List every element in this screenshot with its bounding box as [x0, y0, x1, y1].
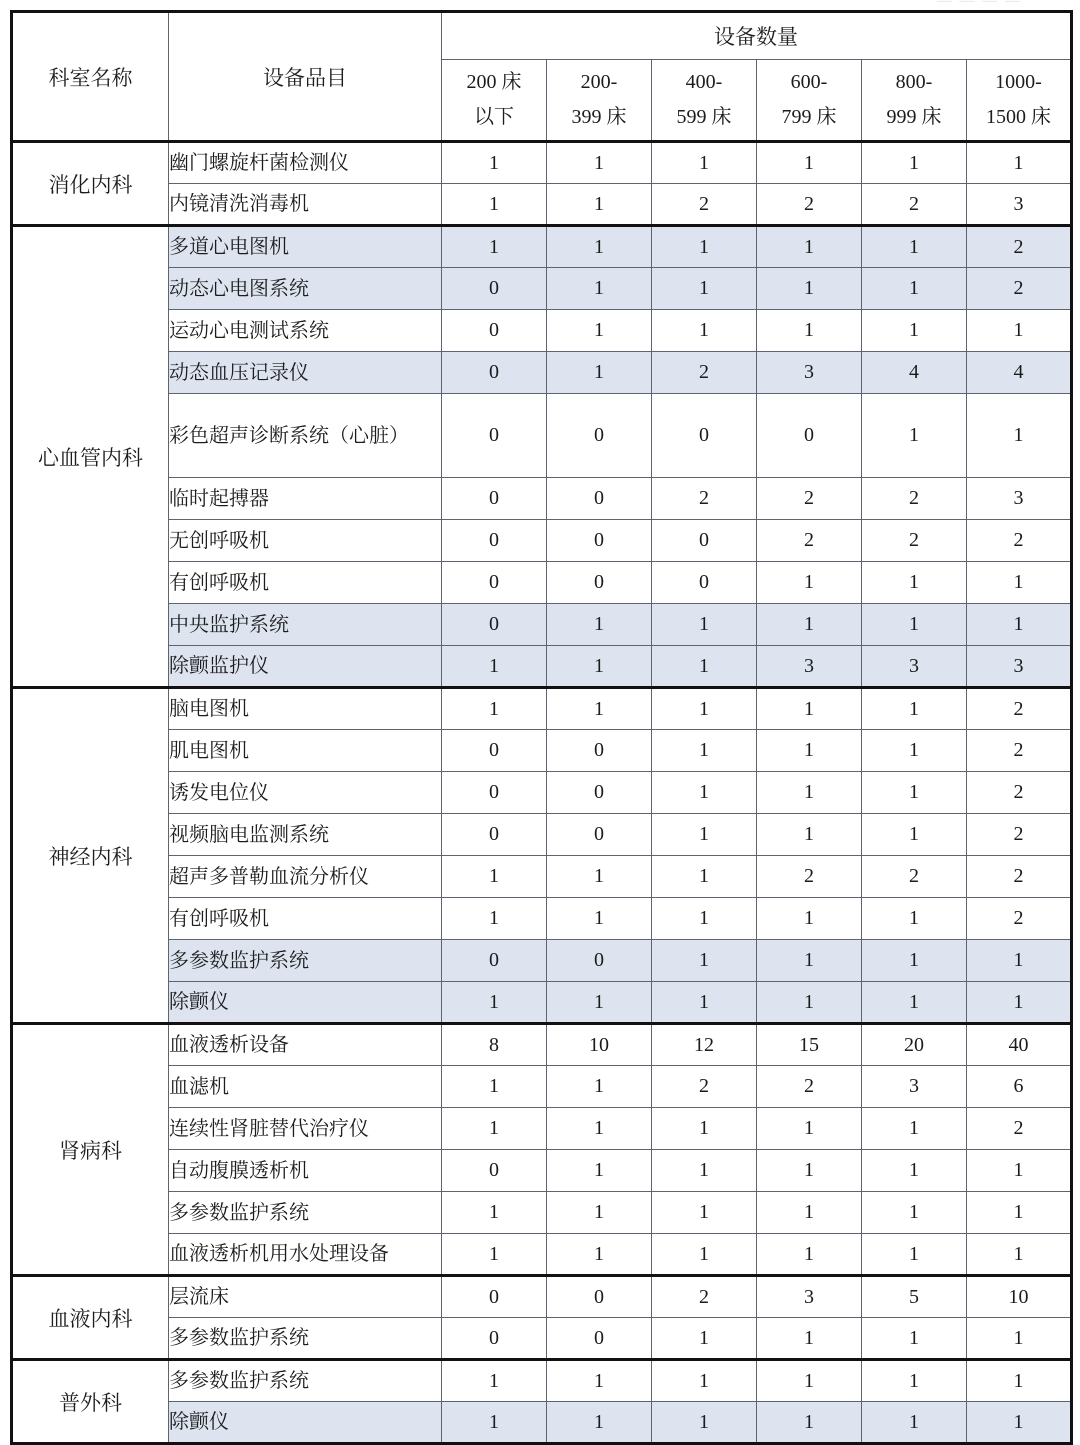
- quantity-cell: 1: [862, 1108, 967, 1150]
- quantity-cell: 2: [757, 478, 862, 520]
- column-header-beds-5: [967, 60, 1072, 142]
- quantity-cell: 1: [442, 226, 547, 268]
- quantity-cell: 3: [757, 1276, 862, 1318]
- quantity-cell: 12: [652, 1024, 757, 1066]
- equipment-item-cell: 内镜清洗消毒机: [169, 184, 442, 226]
- beds-1-line2: 399 床: [571, 106, 627, 128]
- equipment-item-cell: 除颤仪: [169, 982, 442, 1024]
- quantity-cell: 1: [652, 268, 757, 310]
- column-header-department: 科室名称: [12, 12, 169, 142]
- column-header-beds-1: [547, 60, 652, 142]
- quantity-cell: 1: [757, 268, 862, 310]
- quantity-cell: 1: [547, 1234, 652, 1276]
- table-row: [12, 520, 1072, 562]
- table-row: [12, 1360, 1072, 1402]
- table-row: [12, 604, 1072, 646]
- quantity-cell: 1: [967, 562, 1072, 604]
- quantity-cell: 2: [652, 184, 757, 226]
- equipment-item-cell: 脑电图机: [169, 688, 442, 730]
- quantity-cell: 1: [757, 142, 862, 184]
- quantity-cell: 1: [757, 1360, 862, 1402]
- quantity-cell: 1: [547, 1402, 652, 1444]
- quantity-cell: 0: [652, 520, 757, 562]
- equipment-item-cell: 层流床: [169, 1276, 442, 1318]
- table-row: [12, 940, 1072, 982]
- equipment-item-cell: 动态心电图系统: [169, 268, 442, 310]
- beds-3-line2: 799 床: [781, 106, 837, 128]
- quantity-cell: 0: [442, 1318, 547, 1360]
- quantity-cell: 1: [547, 856, 652, 898]
- quantity-cell: 2: [967, 268, 1072, 310]
- quantity-cell: 1: [757, 310, 862, 352]
- table-row: [12, 1234, 1072, 1276]
- table-row: [12, 1276, 1072, 1318]
- quantity-cell: 1: [442, 142, 547, 184]
- department-cell: 心血管内科: [12, 226, 169, 688]
- quantity-cell: 1: [652, 1234, 757, 1276]
- quantity-cell: 1: [442, 688, 547, 730]
- quantity-cell: 1: [862, 1360, 967, 1402]
- quantity-cell: 10: [967, 1276, 1072, 1318]
- quantity-cell: 2: [757, 520, 862, 562]
- quantity-cell: 2: [967, 772, 1072, 814]
- quantity-cell: 1: [757, 604, 862, 646]
- equipment-item-cell: 多参数监护系统: [169, 1360, 442, 1402]
- quantity-cell: 4: [967, 352, 1072, 394]
- equipment-item-cell: 有创呼吸机: [169, 562, 442, 604]
- table-row: [12, 1150, 1072, 1192]
- table-row: [12, 394, 1072, 478]
- table-row: [12, 1192, 1072, 1234]
- quantity-cell: 1: [442, 646, 547, 688]
- quantity-cell: 1: [757, 772, 862, 814]
- equipment-item-cell: 肌电图机: [169, 730, 442, 772]
- quantity-cell: 0: [547, 1276, 652, 1318]
- quantity-cell: 4: [862, 352, 967, 394]
- table-row: [12, 352, 1072, 394]
- beds-1-line1: 200-: [580, 71, 618, 93]
- quantity-cell: 1: [652, 814, 757, 856]
- quantity-cell: 1: [547, 1066, 652, 1108]
- quantity-cell: 0: [442, 730, 547, 772]
- quantity-cell: 3: [862, 646, 967, 688]
- quantity-cell: 1: [547, 604, 652, 646]
- equipment-item-cell: 血滤机: [169, 1066, 442, 1108]
- quantity-cell: 1: [547, 352, 652, 394]
- quantity-cell: 15: [757, 1024, 862, 1066]
- quantity-cell: 0: [547, 394, 652, 478]
- quantity-cell: 1: [442, 856, 547, 898]
- quantity-cell: 1: [547, 898, 652, 940]
- quantity-cell: 1: [652, 730, 757, 772]
- quantity-cell: 1: [967, 1402, 1072, 1444]
- equipment-item-cell: 连续性肾脏替代治疗仪: [169, 1108, 442, 1150]
- column-header-equipment-quantity: 设备数量: [442, 12, 1072, 60]
- quantity-cell: 1: [652, 1150, 757, 1192]
- quantity-cell: 1: [652, 310, 757, 352]
- quantity-cell: 1: [547, 1108, 652, 1150]
- quantity-cell: 0: [547, 562, 652, 604]
- quantity-cell: 1: [862, 814, 967, 856]
- beds-4-line1: 800-: [895, 71, 933, 93]
- quantity-cell: 0: [547, 478, 652, 520]
- table-row: [12, 1108, 1072, 1150]
- quantity-cell: 1: [547, 982, 652, 1024]
- quantity-cell: 0: [442, 1276, 547, 1318]
- quantity-cell: 10: [547, 1024, 652, 1066]
- table-row: [12, 562, 1072, 604]
- quantity-cell: 2: [757, 1066, 862, 1108]
- table-row: [12, 310, 1072, 352]
- quantity-cell: 2: [652, 352, 757, 394]
- beds-2-line2: 599 床: [676, 106, 732, 128]
- quantity-cell: 8: [442, 1024, 547, 1066]
- table-body: [12, 142, 1072, 1444]
- department-cell: 肾病科: [12, 1024, 169, 1276]
- quantity-cell: 1: [547, 1192, 652, 1234]
- quantity-cell: 1: [652, 646, 757, 688]
- quantity-cell: 1: [442, 1402, 547, 1444]
- beds-5-line1: 1000-: [995, 71, 1042, 93]
- quantity-cell: 1: [547, 184, 652, 226]
- table-row: [12, 1024, 1072, 1066]
- column-header-beds-4: [862, 60, 967, 142]
- quantity-cell: 0: [442, 604, 547, 646]
- quantity-cell: 1: [967, 1360, 1072, 1402]
- quantity-cell: 1: [862, 1192, 967, 1234]
- quantity-cell: 1: [862, 772, 967, 814]
- table-row: [12, 856, 1072, 898]
- column-header-beds-3: [757, 60, 862, 142]
- table-row: [12, 688, 1072, 730]
- quantity-cell: 1: [862, 562, 967, 604]
- quantity-cell: 3: [967, 478, 1072, 520]
- beds-0-line2: 以下: [474, 106, 514, 128]
- quantity-cell: 0: [442, 1150, 547, 1192]
- quantity-cell: 1: [442, 982, 547, 1024]
- quantity-cell: 1: [652, 688, 757, 730]
- equipment-item-cell: 超声多普勒血流分析仪: [169, 856, 442, 898]
- equipment-item-cell: 动态血压记录仪: [169, 352, 442, 394]
- quantity-cell: 0: [442, 520, 547, 562]
- quantity-cell: 2: [862, 478, 967, 520]
- quantity-cell: 3: [757, 646, 862, 688]
- beds-3-line1: 600-: [790, 71, 828, 93]
- quantity-cell: 1: [547, 310, 652, 352]
- quantity-cell: 1: [862, 898, 967, 940]
- quantity-cell: 2: [862, 520, 967, 562]
- table-row: [12, 268, 1072, 310]
- department-cell: 消化内科: [12, 142, 169, 226]
- quantity-cell: 2: [967, 856, 1072, 898]
- quantity-cell: 1: [442, 1234, 547, 1276]
- quantity-cell: 2: [757, 184, 862, 226]
- quantity-cell: 1: [967, 394, 1072, 478]
- equipment-item-cell: 自动腹膜透析机: [169, 1150, 442, 1192]
- quantity-cell: 1: [652, 898, 757, 940]
- quantity-cell: 1: [967, 1318, 1072, 1360]
- quantity-cell: 0: [442, 562, 547, 604]
- quantity-cell: 1: [967, 940, 1072, 982]
- quantity-cell: 5: [862, 1276, 967, 1318]
- equipment-item-cell: 有创呼吸机: [169, 898, 442, 940]
- quantity-cell: 1: [442, 184, 547, 226]
- quantity-cell: 0: [442, 478, 547, 520]
- quantity-cell: 0: [442, 310, 547, 352]
- quantity-cell: 1: [442, 898, 547, 940]
- quantity-cell: 1: [652, 226, 757, 268]
- quantity-cell: 1: [547, 268, 652, 310]
- quantity-cell: 1: [757, 1402, 862, 1444]
- quantity-cell: 3: [862, 1066, 967, 1108]
- quantity-cell: 0: [442, 268, 547, 310]
- quantity-cell: 0: [757, 394, 862, 478]
- quantity-cell: 0: [547, 814, 652, 856]
- quantity-cell: 2: [862, 184, 967, 226]
- header-row-top: [12, 12, 1072, 60]
- quantity-cell: 1: [547, 142, 652, 184]
- column-header-beds-2: [652, 60, 757, 142]
- quantity-cell: 1: [757, 1318, 862, 1360]
- department-cell: 神经内科: [12, 688, 169, 1024]
- quantity-cell: 0: [547, 520, 652, 562]
- quantity-cell: 1: [652, 982, 757, 1024]
- quantity-cell: 0: [442, 352, 547, 394]
- quantity-cell: 1: [967, 1234, 1072, 1276]
- quantity-cell: 2: [967, 730, 1072, 772]
- quantity-cell: 1: [757, 688, 862, 730]
- quantity-cell: 0: [547, 1318, 652, 1360]
- quantity-cell: 1: [757, 898, 862, 940]
- equipment-item-cell: 幽门螺旋杆菌检测仪: [169, 142, 442, 184]
- department-cell: 普外科: [12, 1360, 169, 1444]
- quantity-cell: 1: [652, 772, 757, 814]
- equipment-item-cell: 诱发电位仪: [169, 772, 442, 814]
- equipment-item-cell: 除颤仪: [169, 1402, 442, 1444]
- quantity-cell: 1: [442, 1192, 547, 1234]
- quantity-cell: 1: [757, 226, 862, 268]
- table-row: [12, 142, 1072, 184]
- quantity-cell: 1: [862, 310, 967, 352]
- quantity-cell: 1: [967, 1150, 1072, 1192]
- equipment-item-cell: 多参数监护系统: [169, 1192, 442, 1234]
- beds-2-line1: 400-: [685, 71, 723, 93]
- quantity-cell: 1: [862, 1234, 967, 1276]
- quantity-cell: 0: [442, 394, 547, 478]
- quantity-cell: 1: [652, 142, 757, 184]
- quantity-cell: 2: [652, 1066, 757, 1108]
- quantity-cell: 1: [862, 940, 967, 982]
- table-row: [12, 1318, 1072, 1360]
- table-row: [12, 730, 1072, 772]
- equipment-table-container: [10, 10, 1070, 1445]
- department-cell: 血液内科: [12, 1276, 169, 1360]
- quantity-cell: 1: [967, 982, 1072, 1024]
- quantity-cell: 1: [967, 1192, 1072, 1234]
- equipment-item-cell: 视频脑电监测系统: [169, 814, 442, 856]
- beds-4-line2: 999 床: [886, 106, 942, 128]
- table-row: [12, 1402, 1072, 1444]
- quantity-cell: 1: [862, 394, 967, 478]
- quantity-cell: 1: [652, 940, 757, 982]
- quantity-cell: 1: [757, 1192, 862, 1234]
- quantity-cell: 0: [547, 730, 652, 772]
- quantity-cell: 1: [652, 1108, 757, 1150]
- column-header-beds-0: [442, 60, 547, 142]
- quantity-cell: 1: [967, 142, 1072, 184]
- table-row: [12, 184, 1072, 226]
- quantity-cell: 3: [757, 352, 862, 394]
- column-header-equipment-item: 设备品目: [169, 12, 442, 142]
- equipment-item-cell: 彩色超声诊断系统（心脏）: [169, 394, 442, 478]
- quantity-cell: 1: [862, 142, 967, 184]
- quantity-cell: 1: [757, 940, 862, 982]
- table-row: [12, 772, 1072, 814]
- table-row: [12, 982, 1072, 1024]
- quantity-cell: 1: [757, 1150, 862, 1192]
- quantity-cell: 1: [862, 982, 967, 1024]
- equipment-item-cell: 多参数监护系统: [169, 940, 442, 982]
- beds-0-line1: 200 床: [466, 71, 522, 93]
- quantity-cell: 2: [967, 520, 1072, 562]
- quantity-cell: 2: [967, 898, 1072, 940]
- equipment-item-cell: 中央监护系统: [169, 604, 442, 646]
- quantity-cell: 0: [652, 562, 757, 604]
- quantity-cell: 1: [442, 1066, 547, 1108]
- table-row: [12, 814, 1072, 856]
- quantity-cell: 1: [967, 604, 1072, 646]
- quantity-cell: 1: [652, 856, 757, 898]
- equipment-item-cell: 除颤监护仪: [169, 646, 442, 688]
- quantity-cell: 1: [862, 268, 967, 310]
- quantity-cell: 1: [652, 1402, 757, 1444]
- quantity-cell: 0: [652, 394, 757, 478]
- table-header: [12, 12, 1072, 142]
- equipment-item-cell: 多道心电图机: [169, 226, 442, 268]
- quantity-cell: 6: [967, 1066, 1072, 1108]
- quantity-cell: 1: [757, 1234, 862, 1276]
- quantity-cell: 1: [652, 604, 757, 646]
- quantity-cell: 20: [862, 1024, 967, 1066]
- equipment-item-cell: 血液透析机用水处理设备: [169, 1234, 442, 1276]
- quantity-cell: 2: [967, 814, 1072, 856]
- equipment-item-cell: 运动心电测试系统: [169, 310, 442, 352]
- table-row: [12, 478, 1072, 520]
- quantity-cell: 0: [547, 772, 652, 814]
- quantity-cell: 1: [547, 1150, 652, 1192]
- quantity-cell: 1: [757, 562, 862, 604]
- table-row: [12, 1066, 1072, 1108]
- beds-5-line2: 1500 床: [986, 106, 1052, 128]
- clipped-page-header: — — — —: [936, 0, 1022, 9]
- equipment-item-cell: 无创呼吸机: [169, 520, 442, 562]
- equipment-item-cell: 临时起搏器: [169, 478, 442, 520]
- quantity-cell: 2: [757, 856, 862, 898]
- quantity-cell: 0: [547, 940, 652, 982]
- quantity-cell: 1: [757, 730, 862, 772]
- quantity-cell: 1: [547, 646, 652, 688]
- quantity-cell: 2: [652, 478, 757, 520]
- quantity-cell: 2: [967, 1108, 1072, 1150]
- quantity-cell: 1: [652, 1360, 757, 1402]
- quantity-cell: 1: [862, 688, 967, 730]
- quantity-cell: 1: [967, 310, 1072, 352]
- quantity-cell: 1: [547, 226, 652, 268]
- table-row: [12, 646, 1072, 688]
- quantity-cell: 1: [757, 814, 862, 856]
- quantity-cell: 2: [862, 856, 967, 898]
- quantity-cell: 1: [862, 226, 967, 268]
- quantity-cell: 1: [757, 1108, 862, 1150]
- table-row: [12, 226, 1072, 268]
- medical-equipment-table: [10, 10, 1073, 1445]
- quantity-cell: 2: [967, 688, 1072, 730]
- quantity-cell: 1: [757, 982, 862, 1024]
- quantity-cell: 1: [862, 730, 967, 772]
- quantity-cell: 2: [967, 226, 1072, 268]
- quantity-cell: 1: [652, 1192, 757, 1234]
- quantity-cell: 1: [862, 1318, 967, 1360]
- quantity-cell: 1: [862, 1150, 967, 1192]
- quantity-cell: 0: [442, 940, 547, 982]
- table-row: [12, 898, 1072, 940]
- quantity-cell: 1: [442, 1360, 547, 1402]
- quantity-cell: 40: [967, 1024, 1072, 1066]
- quantity-cell: 3: [967, 646, 1072, 688]
- quantity-cell: 1: [652, 1318, 757, 1360]
- quantity-cell: 1: [442, 1108, 547, 1150]
- quantity-cell: 0: [442, 814, 547, 856]
- quantity-cell: 1: [547, 688, 652, 730]
- equipment-item-cell: 多参数监护系统: [169, 1318, 442, 1360]
- equipment-item-cell: 血液透析设备: [169, 1024, 442, 1066]
- quantity-cell: 2: [652, 1276, 757, 1318]
- quantity-cell: 1: [862, 1402, 967, 1444]
- quantity-cell: 3: [967, 184, 1072, 226]
- quantity-cell: 1: [862, 604, 967, 646]
- quantity-cell: 1: [547, 1360, 652, 1402]
- quantity-cell: 0: [442, 772, 547, 814]
